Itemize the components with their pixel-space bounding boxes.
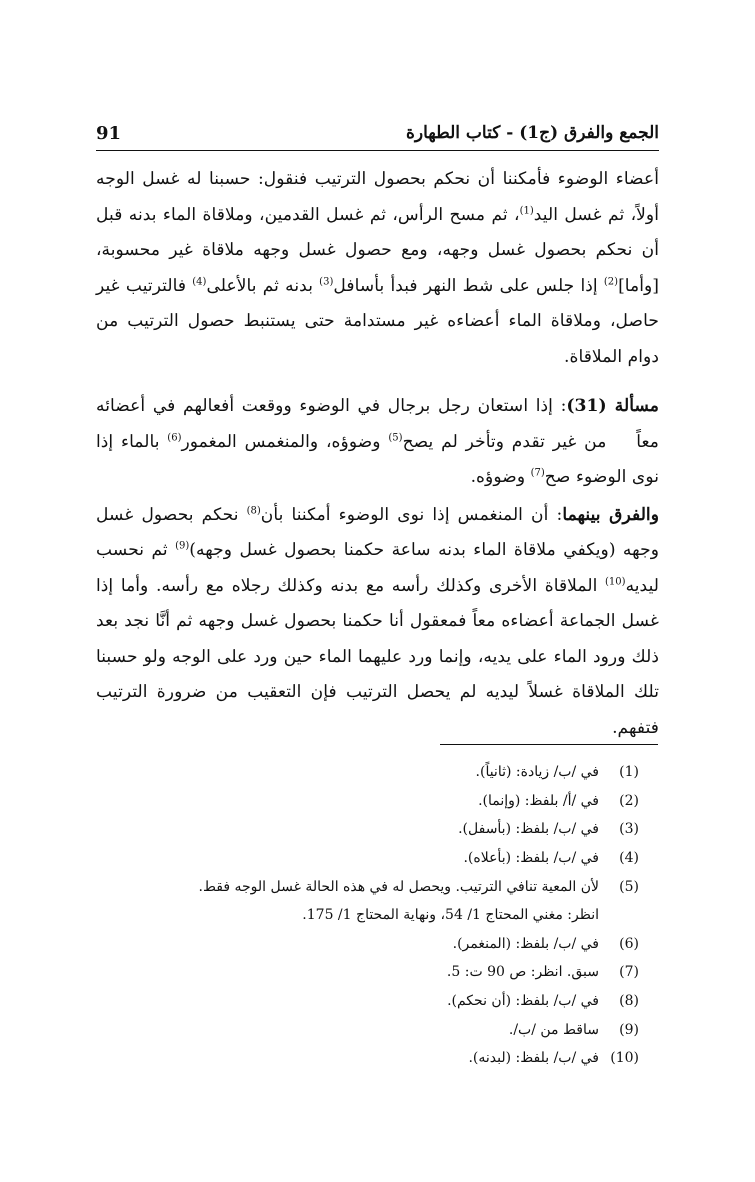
footnote-continuation: انظر: مغني المحتاج 1/ 54، ونهاية المحتاج 1/ 175. bbox=[302, 907, 599, 924]
footnote-ref: (2) bbox=[603, 275, 619, 287]
footnote-item bbox=[96, 872, 659, 901]
footnote-text: سبق. انظر: ص 90 ت: 5. bbox=[446, 964, 599, 981]
text-line: : إذا استعان رجل برجال في الوضوء ووقعت أفعالهم في أعضائه معاً bbox=[96, 396, 659, 452]
text-line: وأما إذا غسل الجماعة أعضاءه معاً فمعقول أنا حكمنا بحصول غسل وجهه ثم أنَّا bbox=[96, 575, 659, 631]
footnote-text: في /أ/ بلفظ: (وإنما). bbox=[478, 792, 599, 809]
farq-paragraph bbox=[96, 498, 659, 747]
footnote-item bbox=[96, 958, 659, 987]
footnote-number: (3) bbox=[619, 821, 639, 838]
footnote-ref: (6) bbox=[167, 431, 182, 443]
footnote-number: (7) bbox=[619, 964, 639, 981]
footnote-item bbox=[96, 787, 659, 816]
footnote-item bbox=[96, 987, 659, 1016]
text-line: بدنه ثم بالأعلى bbox=[206, 275, 320, 296]
text-line: أن نحكم بحصول غسل وجهه، ومع حصول غسل وجهه ملاقاة غير محسوبة، bbox=[96, 240, 659, 260]
footnote-ref: (9) bbox=[175, 540, 190, 552]
footnote-number: (5) bbox=[619, 878, 639, 895]
footnote-number: (4) bbox=[619, 850, 639, 867]
text-line: فتفهم. bbox=[612, 717, 659, 738]
footnote-item bbox=[96, 1044, 659, 1073]
footnote-text: في /ب/ بلفظ: (لبدنه). bbox=[468, 1050, 599, 1067]
text-line: وضوؤه. bbox=[470, 467, 531, 487]
text-line: فالترتيب غير bbox=[96, 275, 193, 296]
footnote-number: (2) bbox=[619, 792, 639, 809]
footnote-separator bbox=[440, 744, 658, 745]
footnote-item bbox=[96, 844, 659, 873]
farq-label: والفرق بينهما bbox=[562, 504, 660, 525]
masala-31 bbox=[96, 389, 659, 496]
text-line: : أن المنغمس إذا نوى الوضوء أمكننا بأن bbox=[260, 504, 563, 525]
footnote-text: لأن المعية تنافي الترتيب. ويحصل له في هذه الحالة غسل الوجه فقط. bbox=[198, 878, 599, 895]
footnote-text: في /ب/ بلفظ: (بأسفل). bbox=[458, 821, 599, 838]
footnote-ref: (1) bbox=[519, 204, 534, 216]
footnote-item bbox=[96, 758, 659, 787]
footnote-ref: (4) bbox=[192, 275, 207, 287]
footnote-item bbox=[96, 930, 659, 959]
text-line: من غير تقدم وتأخر لم يصح bbox=[402, 431, 607, 452]
text-line: نحسب ليديه bbox=[96, 540, 660, 596]
page-header bbox=[96, 118, 659, 148]
footnote-item bbox=[96, 815, 659, 844]
footnote-number: (6) bbox=[619, 935, 639, 952]
paragraph-1 bbox=[96, 162, 659, 375]
footnote-number: (8) bbox=[619, 993, 639, 1010]
text-line: نحكم بحصول bbox=[141, 504, 247, 525]
footnote-text: ساقط من /ب/. bbox=[508, 1021, 599, 1038]
footnote-text: في /ب/ زيادة: (ثانياً). bbox=[475, 764, 599, 781]
text-line: أولاً، ثم غسل اليد bbox=[533, 204, 659, 225]
text-line: ثم bbox=[151, 540, 176, 560]
footnote-number: (9) bbox=[619, 1021, 639, 1038]
text-line: أعضاء الوضوء فأمكننا أن نحكم بحصول الترتيب فنقول: حسبنا له غسل الوجه bbox=[96, 169, 659, 189]
footnote-text: في /ب/ بلفظ: (المنغمر). bbox=[452, 935, 599, 952]
footnote-ref: (3) bbox=[319, 275, 334, 287]
footnote-ref: (10) bbox=[605, 575, 626, 587]
text-line: غسل وجهه (ويكفي ملاقاة الماء بدنه ساعة حكمنا بحصول غسل وجهه) bbox=[96, 504, 659, 560]
text-line: حسبنا تلك الملاقاة غسلاً ليديه لم يحصل الترتيب فإن التعقيب من ضرورة الترتيب bbox=[96, 646, 659, 702]
footnote-ref: (5) bbox=[388, 431, 403, 443]
text-line: نجد بعد ذلك ورود الماء على يديه، وإنما ورد عليهما الماء حين ورد على الوجه ولو bbox=[96, 611, 659, 667]
footnote-text: في /ب/ بلفظ: (أن نحكم). bbox=[447, 993, 599, 1010]
masala-label: مسألة (31) bbox=[566, 396, 660, 416]
footnote-ref: (7) bbox=[530, 467, 545, 479]
footnote-item bbox=[96, 1015, 659, 1044]
footnote-number: (10) bbox=[610, 1050, 639, 1067]
main-text bbox=[96, 162, 659, 746]
footnotes bbox=[96, 758, 659, 1073]
page-number: 91 bbox=[96, 122, 122, 144]
header-rule bbox=[96, 150, 659, 151]
text-line: [وأما] bbox=[618, 275, 659, 296]
text-line: وضوؤه، والمنغمس المغمور bbox=[181, 431, 389, 452]
text-line: إذا جلس على شط النهر فبدأ بأسافل bbox=[333, 275, 604, 296]
text-line: الملاقاة الأخرى وكذلك رأسه مع بدنه وكذلك رجلاه مع رأسه. bbox=[155, 575, 606, 596]
text-line: الملاقاة. bbox=[564, 346, 623, 367]
footnote-number: (1) bbox=[619, 764, 639, 781]
footnote-ref: (8) bbox=[246, 504, 261, 516]
text-line: الوضوء صح bbox=[544, 467, 627, 487]
running-title: الجمع والفرق (ج1) - كتاب الطهارة bbox=[406, 123, 659, 143]
footnote-text: في /ب/ بلفظ: (بأعلاه). bbox=[463, 850, 599, 867]
text-line: بالماء إذا نوى bbox=[96, 431, 659, 487]
text-line: ، ثم مسح الرأس، ثم غسل القدمين، وملاقاة الماء بدنه قبل bbox=[96, 204, 520, 225]
text-line: حاصل، وملاقاة الماء أعضاءه غير مستدامة حتى يستنبط حصول الترتيب من دوام bbox=[96, 311, 659, 367]
